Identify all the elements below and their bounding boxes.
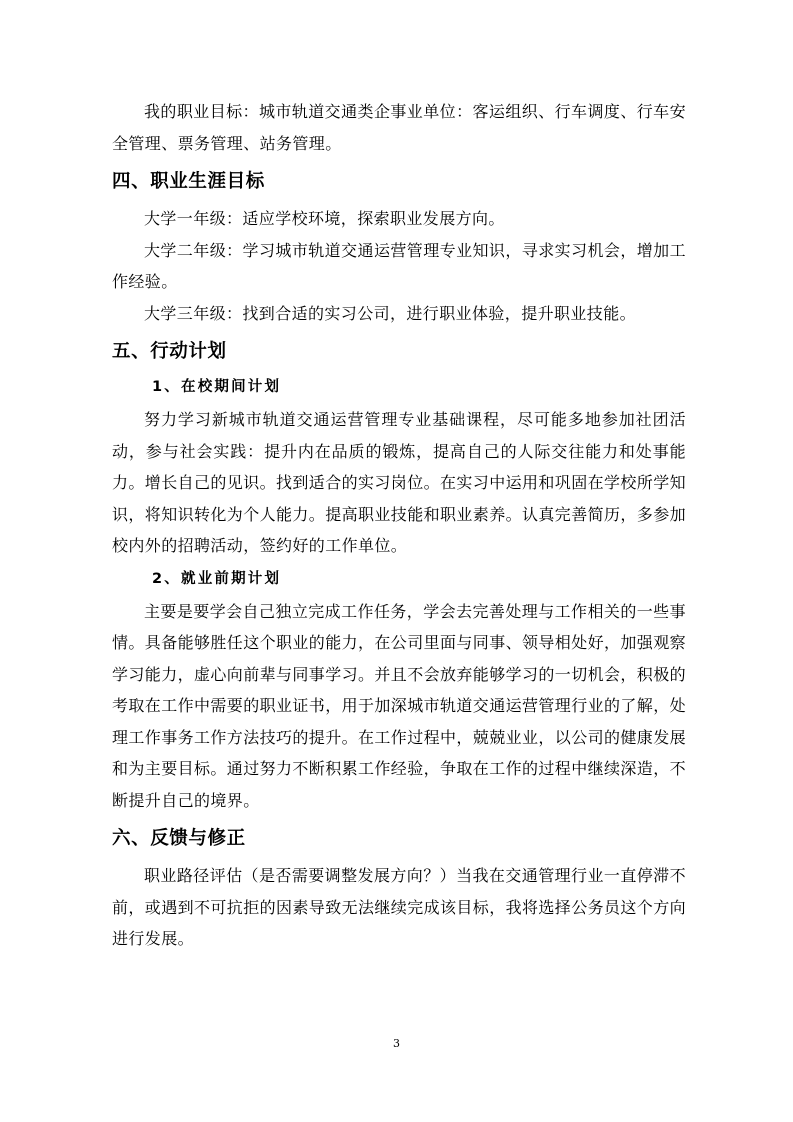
section-heading-feedback: 六、反馈与修正: [112, 828, 246, 849]
section-heading-action-plan: 五、行动计划: [112, 341, 227, 362]
document-page: [112, 96, 686, 955]
year3-paragraph: 大学三年级：找到合适的实习公司，进行职业体验，提升职业技能。: [144, 303, 637, 323]
career-goal-paragraph: 我的职业目标：城市轨道交通类企事业单位：客运组织、行车调度、行车安全管理、票务管理、站务管理。: [112, 102, 686, 153]
year2-paragraph: 大学二年级：学习城市轨道交通运营管理专业知识，寻求实习机会，增加工作经验。: [112, 240, 686, 291]
feedback-paragraph: 职业路径评估（是否需要调整发展方向？）当我在交通管理行业一直停滞不前，或遇到不可抗拒的因素导致无法继续完成该目标，我将选择公务员这个方向进行发展。: [112, 866, 687, 948]
subheading-school-plan: 1、在校期间计划: [152, 379, 282, 395]
section-heading-career-goals: 四、职业生涯目标: [112, 171, 265, 192]
job-plan-paragraph: 主要是要学会自己独立完成工作任务，学会去完善处理与工作相关的一些事情。具备能够胜任这个职业的能力，在公司里面与同事、领导相处好，加强观察学习能力，虚心向前辈与同事学习。并且不会放弃能够学习的一切机会，积极的考取在工作中需要的职业证书，用于加深城市轨道交通运营管理行业的了解，处理工作事务工作方法技巧的提升。在工作过程中，兢兢业业，以公司的健康发展和为主要目标。通过努力不断积累工作经验，争取在工作的过程中继续深造，不断提升自己的境界。: [112, 601, 687, 810]
year1-paragraph: 大学一年级：适应学校环境，探索职业发展方向。: [144, 209, 505, 228]
subheading-job-plan: 2、就业前期计划: [152, 570, 282, 587]
school-plan-paragraph: 努力学习新城市轨道交通运营管理专业基础课程，尽可能多地参加社团活动，参与社会实践：提升内在品质的锻炼，提高自己的人际交往能力和处事能力。增长自己的见识。找到适合的实习岗位。在实习中运用和巩固在学校所学知识，将知识转化为个人能力。提高职业技能和职业素养。认真完善简历，多参加校内外的招聘活动，签约好的工作单位。: [112, 410, 687, 555]
page-number: 3: [393, 1037, 400, 1050]
